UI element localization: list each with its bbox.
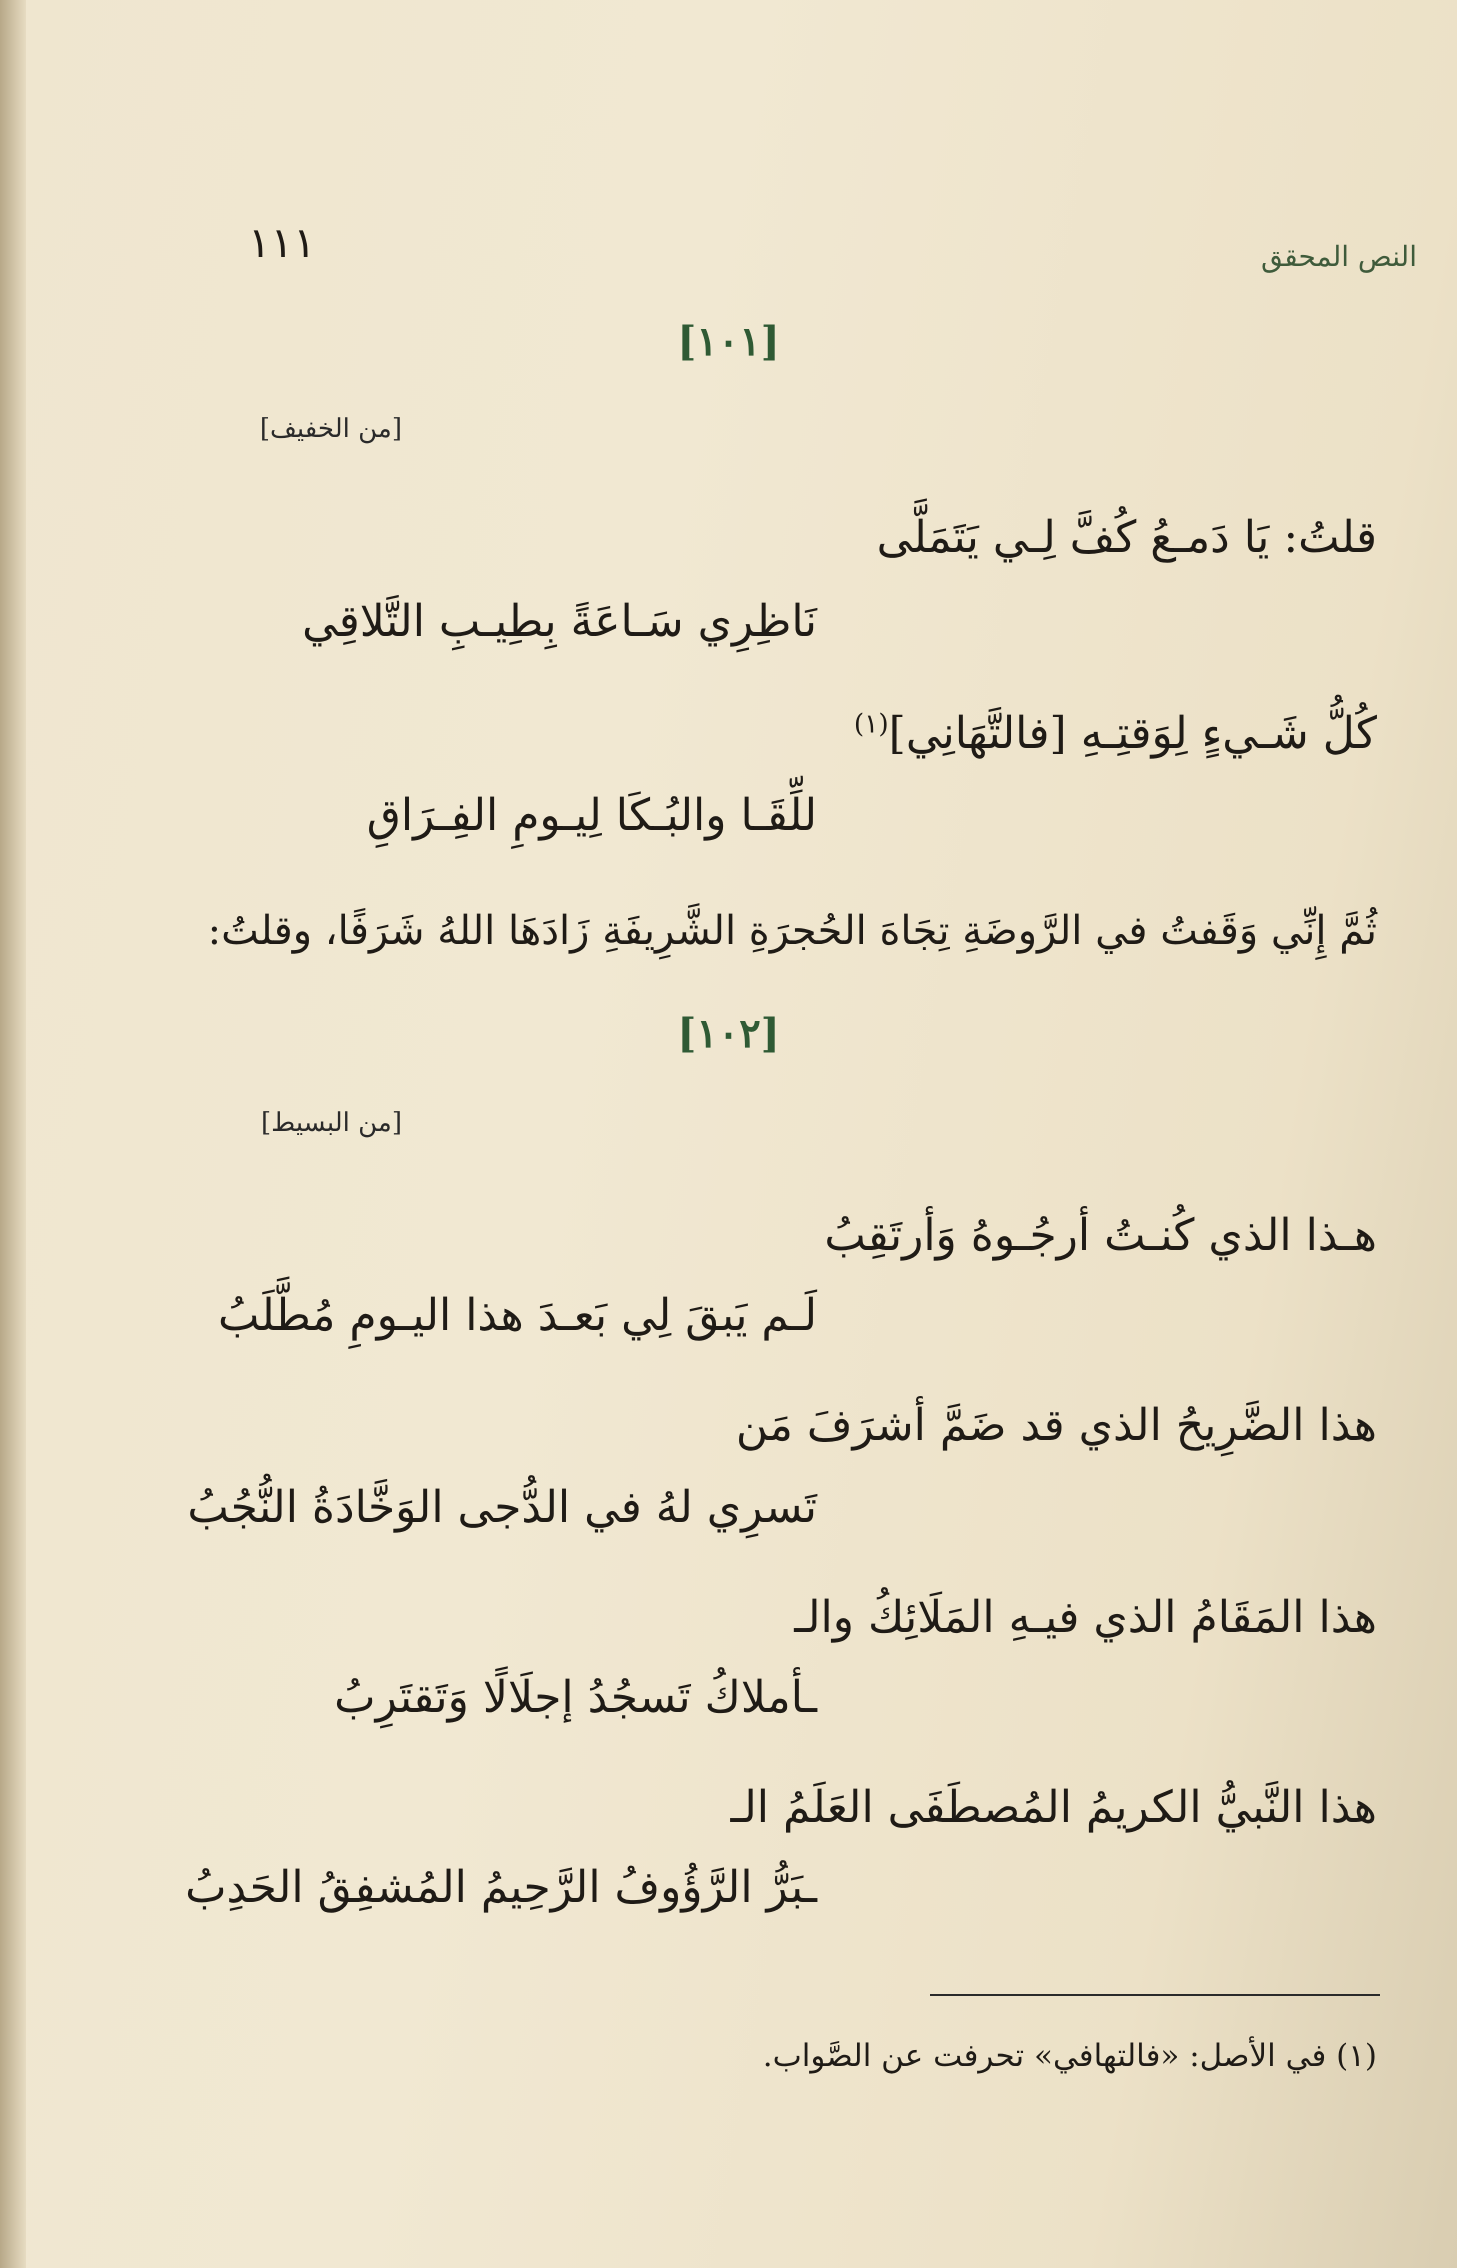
footnote-divider xyxy=(930,1994,1380,1996)
verse-line: كُلُّ شَـيءٍ لِوَقتِـهِ [فالتَّهَانِي]$^{(١)}$ xyxy=(853,708,1377,759)
verse-line: هـذا الذي كُنـتُ أرجُـوهُ وَأرتَقِبُ xyxy=(824,1210,1377,1261)
verse-line: للِّقَـا والبُـكَا لِيـومِ الفِـرَاقِ xyxy=(366,790,817,841)
footnote-marker: (١) xyxy=(853,708,889,740)
footnote: (١) في الأصل: «فالتهافي» تحرفت عن الصَّواب. xyxy=(762,2038,1377,2074)
verse-line: هذا النَّبيُّ الكريمُ المُصطَفَى العَلَمُ الـ xyxy=(730,1782,1377,1833)
meter-note-102: [من البسيط] xyxy=(261,1108,402,1138)
verse-line: تَسرِي لهُ في الدُّجى الوَخَّادَةُ النُّجُبُ xyxy=(187,1482,817,1533)
poem-number-102: [١٠٢] xyxy=(677,1010,780,1057)
verse-line: هذا المَقَامُ الذي فيـهِ المَلَائِكُ والـ xyxy=(794,1592,1377,1643)
page-number: ١١١ xyxy=(248,218,316,267)
verse-line: ـأملاكُ تَسجُدُ إجلَالًا وَتَقتَرِبُ xyxy=(334,1672,817,1723)
prose-line: ثُمَّ إِنِّي وَقَفتُ في الرَّوضَةِ تِجَاهَ الحُجرَةِ الشَّرِيفَةِ زَادَهَا اللهُ شَرَفًا، وقلتُ: xyxy=(207,908,1377,954)
verse-line: قلتُ: يَا دَمـعُ كُفَّ لِـي يَتَمَلَّى xyxy=(876,512,1377,563)
poem-number-101: [١٠١] xyxy=(677,318,780,365)
verse-line: لَـم يَبقَ لِي بَعـدَ هذا اليـومِ مُطَّلَبُ xyxy=(218,1290,817,1341)
running-title: النص المحقق xyxy=(1260,240,1417,273)
verse-line: هذا الضَّرِيحُ الذي قد ضَمَّ أشرَفَ مَن xyxy=(735,1400,1377,1451)
verse-line: نَاظِرِي سَـاعَةً بِطِيـبِ التَّلاقِي xyxy=(302,596,817,647)
meter-note-101: [من الخفيف] xyxy=(259,414,402,444)
verse-line: ـبَرُّ الرَّؤُوفُ الرَّحِيمُ المُشفِقُ الحَدِبُ xyxy=(185,1862,817,1913)
